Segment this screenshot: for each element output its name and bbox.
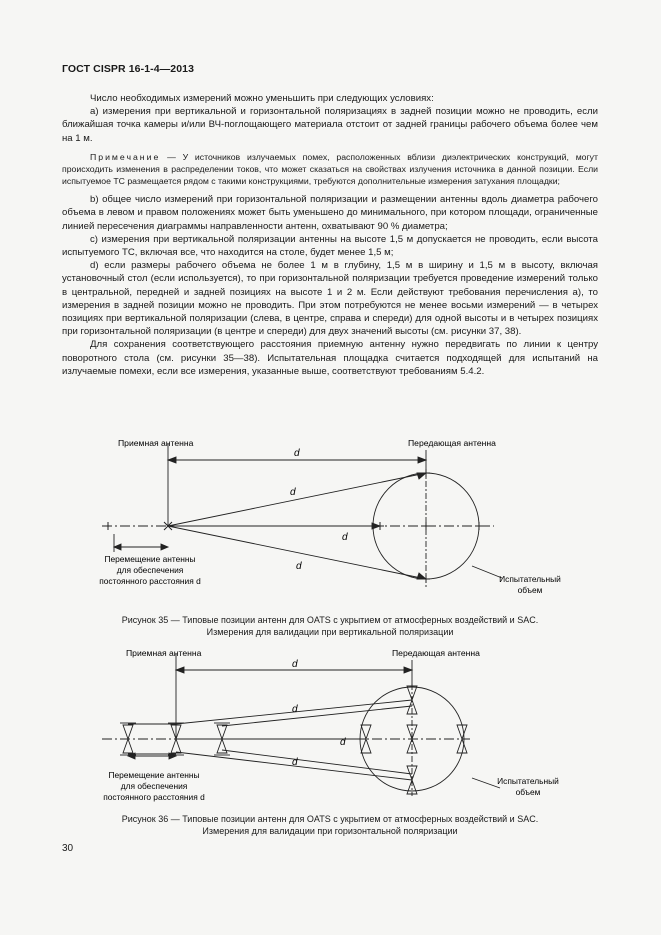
- figure-36-caption-line-2: Измерения для валидации при горизонтальной поляризации: [202, 826, 458, 837]
- note: [62, 151, 598, 187]
- fig35-d-top: d: [294, 448, 300, 459]
- fig36-move-label-2: для обеспечения: [120, 781, 188, 791]
- fig36-d-upper: d: [292, 704, 298, 715]
- fig35-rx-label: Приемная антенна: [118, 438, 194, 448]
- figure-36: [62, 646, 598, 806]
- fig35-move-label-3: постоянного расстояния d: [99, 576, 201, 586]
- fig36-d-lower: d: [292, 757, 298, 768]
- paragraph-item-d: d) если размеры рабочего объема не более 1 м в глубину, 1,5 м в ширину и 1,5 м в высоту, включая установочный стол (если используется), то при горизонтальной поляризации требуется проведение измерений только в центральной, передней и задней позициях на высоте 1 и 2 м. Если действуют требования перечисления а), то измерения в задней позиции можно не проводить. При этом потребуются не менее восьми измерений — в четырех позициях при вертикальной поляризации (слева, в центре, справа и спереди) для одной высоты и в четырех позициях при горизонтальной поляризации (в центре и спереди) для двух значений высоты (см. рисунки 37, 38).: [62, 260, 598, 338]
- fig36-volume-label-1: Испытательный: [497, 776, 559, 786]
- fig36-move-label-1: Перемещение антенны: [108, 770, 200, 780]
- fig35-volume-label-2: объем: [517, 585, 543, 595]
- body-text: [62, 92, 598, 378]
- paragraph-item-b: b) общее число измерений при горизонтальной поляризации и размещении антенны вдоль диаметра рабочего объема в левом и правом положениях может быть уменьшено до минимального, при котором площади, ограниченные линией пересечения диаграммы направленности антенн, охватывают 90 % диаметра;: [62, 194, 598, 232]
- note-label: Примечание: [90, 151, 161, 162]
- document-header: ГОСТ CISPR 16-1-4—2013: [62, 63, 195, 75]
- fig35-volume-label-1: Испытательный: [499, 574, 561, 584]
- paragraph-item-c: c) измерения при вертикальной поляризации антенны на высоте 1,5 м допускается не проводить, если высота испытуемого ТС, включая все, что находится на столе, будет менее 1,5 м;: [62, 233, 598, 258]
- fig35-tx-label: Передающая антенна: [408, 438, 496, 448]
- figure-35-caption-line-2: Измерения для валидации при вертикальной поляризации: [206, 627, 454, 638]
- figure-36-caption: [62, 813, 598, 838]
- fig35-move-label-1: Перемещение антенны: [104, 554, 196, 564]
- figure-35-caption-line-1: Рисунок 35 — Типовые позиции антенн для OATS с укрытием от атмосферных воздействий и SAC.: [121, 615, 539, 625]
- fig36-d-middle: d: [340, 737, 346, 748]
- fig36-move-label-3: постоянного расстояния d: [103, 792, 205, 802]
- figure-36-diagram: [62, 646, 598, 806]
- fig35-d-lower: d: [296, 561, 302, 572]
- figure-35: [62, 436, 598, 606]
- fig36-d-top: d: [292, 659, 298, 670]
- fig36-volume-label-2: объем: [515, 787, 541, 797]
- paragraph-intro: Число необходимых измерений можно уменьшить при следующих условиях:: [90, 93, 434, 104]
- paragraph-item-a: а) измерения при вертикальной и горизонтальной поляризациях в задней позиции можно не проводить, если ближайшая точка камеры и/или ВЧ-поглощающего материала отстоит от задней границы рабочего объема более чем на 1 м.: [62, 106, 598, 144]
- fig35-move-label-2: для обеспечения: [116, 565, 184, 575]
- fig36-tx-label: Передающая антенна: [392, 648, 480, 658]
- page-number: 30: [62, 843, 74, 854]
- paragraph-conclusion: Для сохранения соответствующего расстояния приемную антенну нужно передвигать по линии к центру поворотного стола (см. рисунки 35—38). Испытательная площадка считается подходящей для испытаний на излучаемые помехи, если все измерения, указанные выше, соответствуют требованиям 5.4.2.: [62, 339, 598, 377]
- figure-36-caption-line-1: Рисунок 36 — Типовые позиции антенн для OATS с укрытием от атмосферных воздействий и SAC.: [121, 814, 539, 824]
- figure-35-diagram: [62, 436, 598, 606]
- fig35-d-middle: d: [342, 532, 348, 543]
- note-text: — У источников излучаемых помех, расположенных вблизи диэлектрических конструкций, могут происходить изменения в распределении токов, что может сказаться на свойствах излучения источника в данной позиции. Если испытуемое ТС размещается рядом с такими конструкциями, требуются дополнительные измерения затухания площадки;: [62, 151, 598, 186]
- fig36-rx-label: Приемная антенна: [126, 648, 202, 658]
- figure-35-caption: [62, 614, 598, 639]
- fig35-d-upper: d: [290, 487, 296, 498]
